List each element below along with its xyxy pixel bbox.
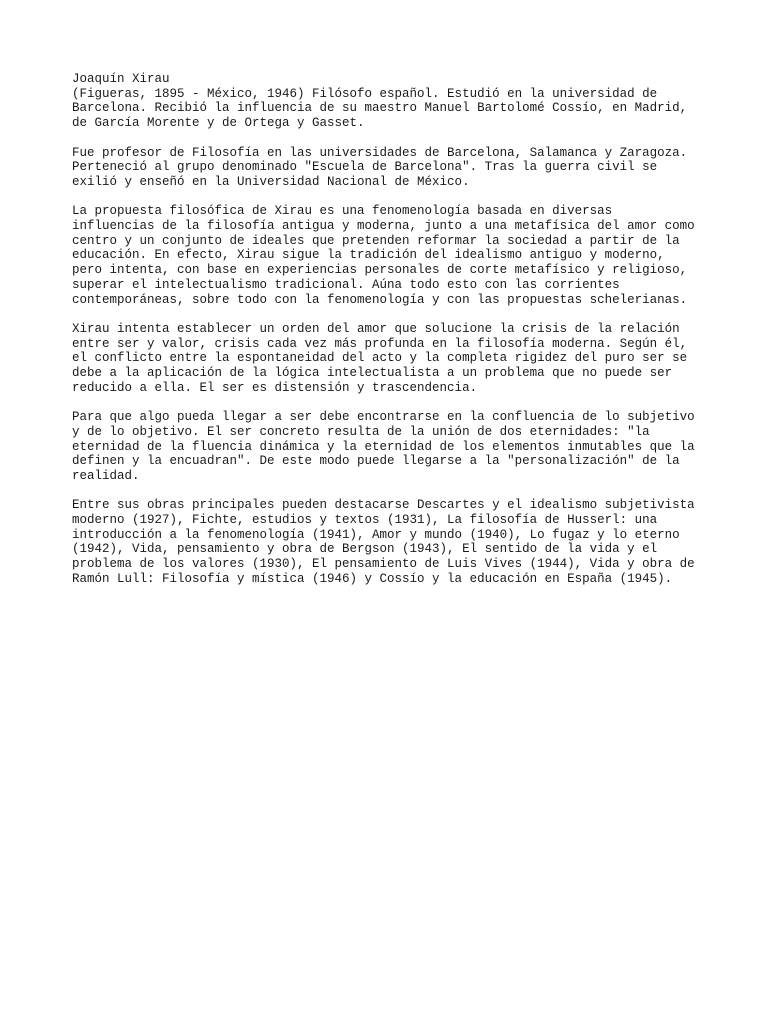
text-line: Barcelona. Recibió la influencia de su maestro Manuel Bartolomé Cossío, en Madrid, (72, 101, 688, 116)
text-line: superar el intelectualismo tradicional. Aúna todo esto con las corrientes (72, 277, 620, 292)
paragraph-works (72, 498, 712, 586)
text-line: (Figueras, 1895 - México, 1946) Filósofo español. Estudió en la universidad de (72, 86, 658, 101)
text-line: Perteneció al grupo denominado "Escuela de Barcelona". Tras la guerra civil se (72, 160, 658, 175)
text-line: exilió y enseñó en la Universidad Nacional de México. (72, 174, 470, 189)
text-line: La propuesta filosófica de Xirau es una fenomenología basada en diversas (72, 204, 613, 219)
text-line: el conflicto entre la espontaneidad del acto y la completa rigidez del puro ser se (72, 351, 688, 366)
document-page (72, 72, 712, 601)
text-line: influencias de la filosofía antigua y moderna, junto a una metafísica del amor como (72, 219, 695, 233)
text-line: realidad. (72, 468, 140, 483)
text-line: entre ser y valor, crisis cada vez más profunda en la filosofía moderna. Según él, (72, 336, 688, 351)
text-line: y de lo objetivo. El ser concreto resulta de la unión de dos eternidades: "la (72, 424, 650, 439)
paragraph-being (72, 410, 712, 484)
paragraph-philosophy (72, 204, 712, 307)
text-line: (1942), Vida, pensamiento y obra de Bergson (1943), El sentido de la vida y el (72, 542, 658, 557)
paragraph-career (72, 146, 712, 190)
text-line: Fue profesor de Filosofía en las universidades de Barcelona, Salamanca y Zaragoza. (72, 145, 688, 160)
text-line: centro y un conjunto de ideales que pretenden reformar la sociedad a partir de la (72, 233, 680, 248)
paragraph-order-of-love (72, 322, 712, 396)
text-line: Entre sus obras principales pueden destacarse Descartes y el idealismo subjetivista (72, 498, 695, 513)
text-line: de García Morente y de Ortega y Gasset. (72, 116, 365, 131)
paragraph-biography (72, 87, 712, 131)
text-line: moderno (1927), Fichte, estudios y textos (1931), La filosofía de Husserl: una (72, 513, 658, 528)
text-line: problema de los valores (1930), El pensamiento de Luis Vives (1944), Vida y obra de (72, 557, 695, 572)
text-line: Ramón Lull: Filosofía y mística (1946) y Cossío y la educación en España (1945). (72, 571, 673, 586)
text-line: debe a la aplicación de la lógica intelectualista a un problema que no puede ser (72, 366, 673, 381)
text-line: eternidad de la fluencia dinámica y la eternidad de los elementos inmutables que la (72, 439, 695, 454)
text-line: educación. En efecto, Xirau sigue la tradición del idealismo antiguo y moderno, (72, 248, 665, 263)
text-line: pero intenta, con base en experiencias personales de corte metafísico y religioso, (72, 263, 688, 278)
text-line: Para que algo pueda llegar a ser debe encontrarse en la confluencia de lo subjetivo (72, 410, 695, 425)
text-line: reducido a ella. El ser es distensión y trascendencia. (72, 380, 478, 395)
text-line: introducción a la fenomenología (1941), Amor y mundo (1940), Lo fugaz y lo eterno (72, 527, 680, 542)
text-line: Xirau intenta establecer un orden del amor que solucione la crisis de la relación (72, 321, 680, 336)
text-line: definen y la encuadran". De este modo puede llegarse a la "personalización" de la (72, 454, 680, 469)
document-title: Joaquín Xirau (72, 72, 170, 86)
text-line: contemporáneas, sobre todo con la fenomenología y con las propuestas schelerianas. (72, 292, 688, 307)
